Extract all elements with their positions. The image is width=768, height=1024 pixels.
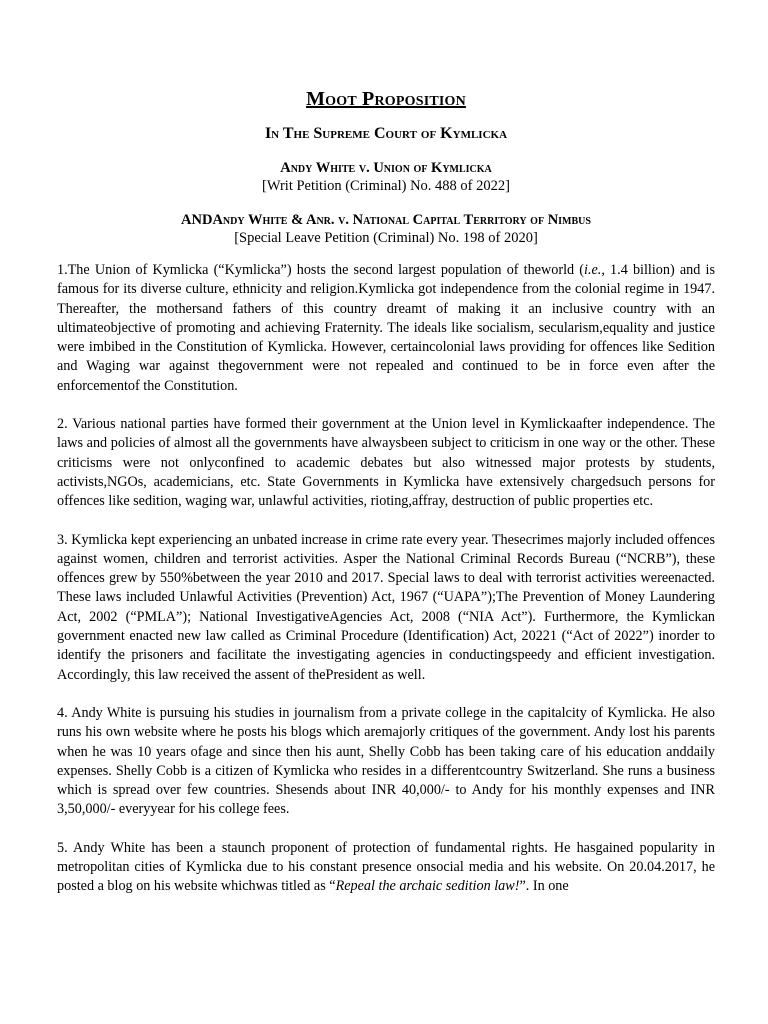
body-text — [57, 261, 715, 897]
paragraph-1-italic: i.e., — [584, 262, 605, 278]
paragraph-2-text: 2. Various national parties have formed their government at the Union level in Kymlickaafter independence. The laws and policies of almost all the governments have alwaysbeen subject to criticism in one way or the other. These criticisms were not onlyconfined to academic debates but also witnessed major protests by students, activists,NGOs, academicians, etc. State Governments in Kymlicka have extensively chargedsuch persons for offences like sedition, waging war, unlawful activities, rioting,affray, destruction of public properties etc. — [57, 416, 715, 510]
paragraph-1 — [57, 261, 715, 396]
paragraph-4 — [57, 704, 715, 820]
document-title: Moot Proposition — [306, 88, 466, 110]
paragraph-5 — [57, 839, 715, 897]
case-block-2 — [57, 211, 715, 247]
case-title-2: ANDAndy White & Anr. v. National Capital Territory of Nimbus — [181, 212, 591, 228]
paragraph-3-text: 3. Kymlicka kept experiencing an unbated increase in crime rate every year. Thesecrimes majorly included offences against women, children and terrorist activities. Asper the National Criminal Records Bureau (“NCRB”), these offences grew by 550%between the year 2010 and 2017. Special laws to deal with terrorist activities wereenacted. These laws included Unlawful Activities (Prevention) Act, 1967 (“UAPA”);The Prevention of Money Laundering Act, 2002 (“PMLA”); National InvestigativeAgencies Act, 2008 (“NIA Act”). Furthermore, the Kymlickan government enacted new law called as Criminal Procedure (Identification) Act, 20221 (“Act of 2022”) inorder to identify the prisoners and facilitate the investigating agencies in conductingspeedy and efficient investigation. Accordingly, this law received the assent of thePresident as well. — [57, 531, 715, 683]
paragraph-4-text: 4. Andy White is pursuing his studies in journalism from a private college in the capitalcity of Kymlicka. He also runs his own website where he posts his blogs which aremajorly critiques of the government. Andy lost his parents when he was 10 years ofage and since then his aunt, Shelly Cobb has been taking care of his education anddaily expenses. Shelly Cobb is a citizen of Kymlicka who resides in a differentcountry Switzerland. She runs a business which is spread over few countries. Shesends about INR 40,000/- to Andy for his monthly expenses and INR 3,50,000/- everyyear for his college fees. — [57, 704, 715, 818]
document-content — [57, 88, 715, 897]
case-title-1: Andy White v. Union of Kymlicka — [280, 160, 492, 176]
court-heading: In The Supreme Court of Kymlicka — [264, 125, 508, 142]
paragraph-2 — [57, 415, 715, 511]
paragraph-5-text-cont: ”. In one — [519, 878, 569, 895]
paragraph-1-text-cont: 1.4 billion) and is famous for its diverse culture, ethnicity and religion.Kymlicka got independence from the colonial regime in 1947. Thereafter, the mothersand fathers of this country dreamt of making it an inclusive country with an ultimateobjective of promoting and achieving Fraternity. The ideals like socialism, secularism,equality and justice were imbibed in the Constitution of Kymlicka. However, certaincolonial laws providing for offences like Sedition and Waging war against thegovernment were not repealed and continued to be in force even after the enforcementof the Constitution. — [57, 262, 715, 394]
case-number-1: [Writ Petition (Criminal) No. 488 of 2022] — [262, 178, 510, 194]
paragraph-3 — [57, 531, 715, 685]
paragraph-5-italic: Repeal the archaic sedition law! — [335, 878, 520, 895]
case-number-2: [Special Leave Petition (Criminal) No. 198 of 2020] — [234, 230, 538, 246]
paragraph-1-text: 1.The Union of Kymlicka (“Kymlicka”) hosts the second largest population of theworld ( — [57, 262, 584, 278]
case-block-1 — [57, 159, 715, 195]
paragraph-5-text: 5. Andy White has been a staunch proponent of protection of fundamental rights. He hasgained popularity in metropolitan cities of Kymlicka due to his constant presence onsocial media and his website. On 20.04.2017, he posted a blog on his website whichwas titled as “ — [57, 839, 715, 895]
